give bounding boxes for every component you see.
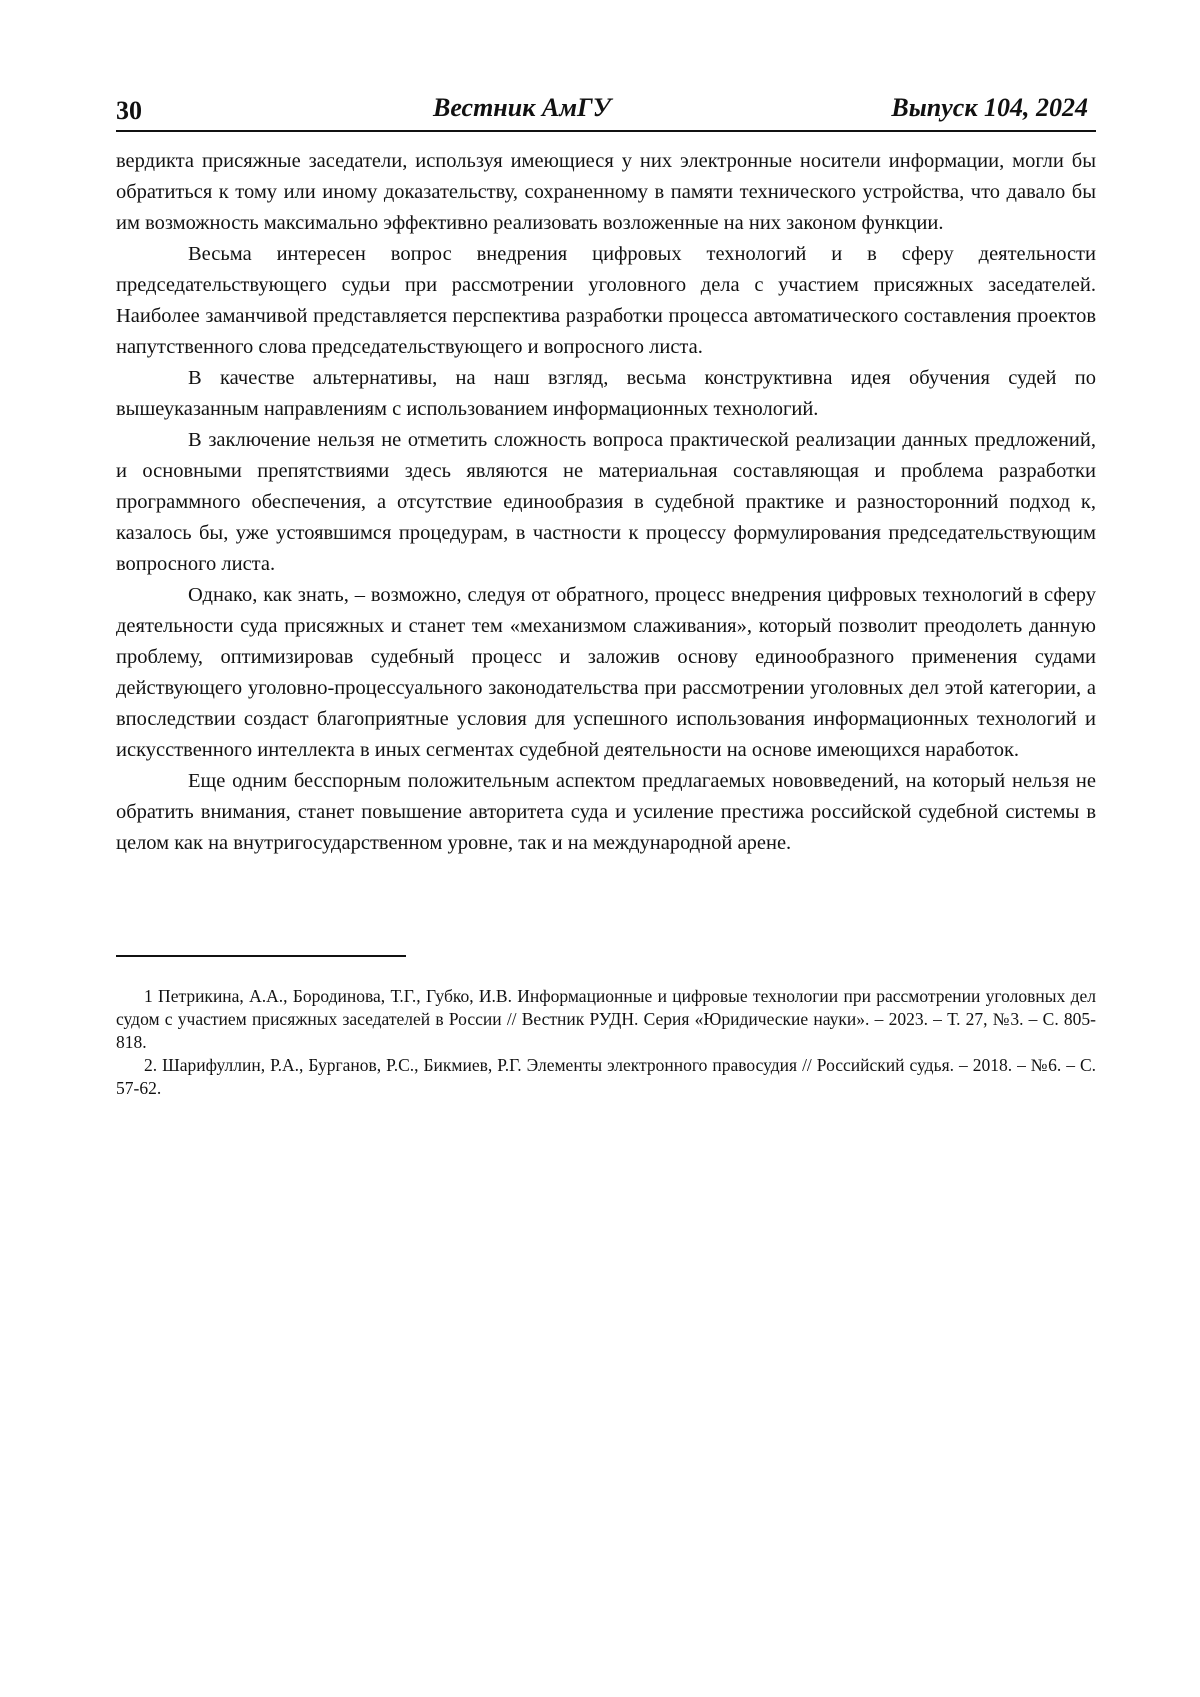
issue-label: Выпуск 104, 2024 (891, 93, 1088, 123)
page-number: 30 (116, 96, 142, 126)
footnote: 2. Шарифуллин, Р.А., Бурганов, Р.С., Бикмиев, Р.Г. Элементы электронного правосудия // Российский судья. – 2018. – №6. – С. 57-62. (116, 1054, 1096, 1100)
paragraph: В качестве альтернативы, на наш взгляд, весьма конструктивна идея обучения судей по вышеуказанным направлениям с использованием информационных технологий. (116, 363, 1096, 425)
article-body (116, 146, 1096, 859)
paragraph: Весьма интересен вопрос внедрения цифровых технологий и в сферу деятельности председательствующего судьи при рассмотрении уголовного дела с участием присяжных заседателей. Наиболее заманчивой представляется перспектива разработки процесса автоматического составления проектов напутственного слова председательствующего и вопросного листа. (116, 239, 1096, 363)
paragraph: Однако, как знать, – возможно, следуя от обратного, процесс внедрения цифровых технологий в сферу деятельности суда присяжных и станет тем «механизмом слаживания», который позволит преодолеть данную проблему, оптимизировав судебный процесс и заложив основу единообразного применения судами действующего уголовно-процессуального законодательства при рассмотрении уголовных дел этой категории, а впоследствии создаст благоприятные условия для успешного использования информационных технологий и искусственного интеллекта в иных сегментах судебной деятельности на основе имеющихся наработок. (116, 580, 1096, 766)
paragraph: В заключение нельзя не отметить сложность вопроса практической реализации данных предложений, и основными препятствиями здесь являются не материальная составляющая и проблема разработки программного обеспечения, а отсутствие единообразия в судебной практике и разносторонний подход к, казалось бы, уже устоявшимся процедурам, в частности к процессу формулирования председательствующим вопросного листа. (116, 425, 1096, 580)
footnote: 1 Петрикина, А.А., Бородинова, Т.Г., Губко, И.В. Информационные и цифровые технологии при рассмотрении уголовных дел судом с участием присяжных заседателей в России // Вестник РУДН. Серия «Юридические науки». – 2023. – Т. 27, №3. – С. 805-818. (116, 985, 1096, 1054)
footnote-divider (116, 955, 406, 957)
page-header (116, 88, 1096, 132)
paragraph: вердикта присяжные заседатели, используя имеющиеся у них электронные носители информации, могли бы обратиться к тому или иному доказательству, сохраненному в памяти технического устройства, что давало бы им возможность максимально эффективно реализовать возложенные на них законом функции. (116, 146, 1096, 239)
footnotes (116, 985, 1096, 1100)
paragraph: Еще одним бесспорным положительным аспектом предлагаемых нововведений, на который нельзя не обратить внимания, станет повышение авторитета суда и усиление престижа российской судебной системы в целом как на внутригосударственном уровне, так и на международной арене. (116, 766, 1096, 859)
journal-title: Вестник АмГУ (433, 93, 611, 123)
